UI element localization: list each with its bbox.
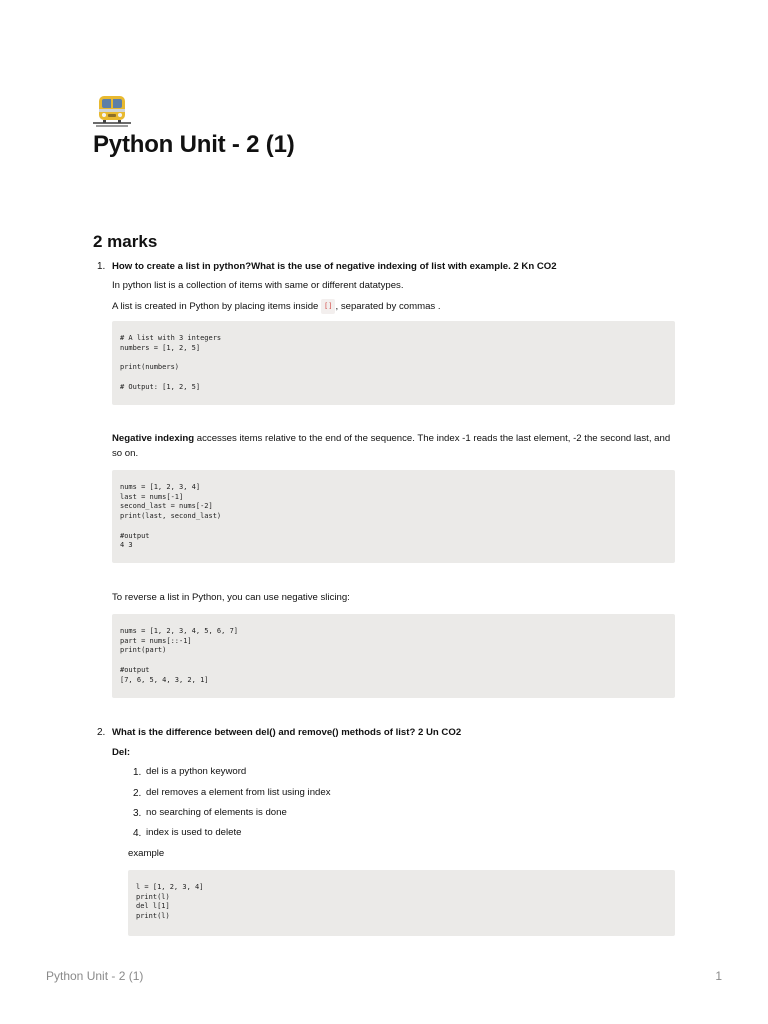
question-number: 1. bbox=[97, 261, 106, 272]
question-2: What is the difference between del() and remove() methods of list? 2 Un CO2 bbox=[112, 727, 462, 738]
code-block-del-example: l = [1, 2, 3, 4] print(l) del l[1] print(l) bbox=[128, 870, 675, 936]
example-label: example bbox=[128, 848, 165, 859]
page-title: Python Unit - 2 (1) bbox=[93, 131, 295, 158]
del-heading: Del: bbox=[112, 747, 131, 758]
list-item: del removes a element from list using index bbox=[146, 787, 331, 798]
list-item-number: 4. bbox=[133, 828, 142, 839]
list-item-number: 1. bbox=[133, 767, 142, 778]
section-heading: 2 marks bbox=[93, 232, 158, 251]
paragraph-reverse-list: To reverse a list in Python, you can use negative slicing: bbox=[112, 592, 350, 603]
list-item-number: 3. bbox=[133, 808, 142, 819]
code-block-negative-index: nums = [1, 2, 3, 4] last = nums[-1] second_last = nums[-2] print(last, second_last) #output 4 3 bbox=[112, 470, 675, 563]
code-block-reverse-list: nums = [1, 2, 3, 4, 5, 6, 7] part = nums[::-1] print(part) #output [7, 6, 5, 4, 3, 2, 1] bbox=[112, 614, 675, 698]
question-number: 2. bbox=[97, 727, 106, 738]
question-1: How to create a list in python?What is the use of negative indexing of list with example. 2 Kn CO2 bbox=[112, 261, 557, 272]
code-block-create-list: # A list with 3 integers numbers = [1, 2, 5] print(numbers) # Output: [1, 2, 5] bbox=[112, 321, 675, 405]
list-item: del is a python keyword bbox=[146, 766, 247, 777]
list-item-number: 2. bbox=[133, 788, 142, 799]
paragraph-list-creation: A list is created in Python by placing items inside [] , separated by commas . bbox=[112, 301, 441, 312]
paragraph-list-definition: In python list is a collection of items with same or different datatypes. bbox=[112, 280, 404, 291]
paragraph-negative-indexing: Negative indexing accesses items relative to the end of the sequence. The index -1 reads the last element, -2 the second last, and so on. bbox=[112, 433, 671, 459]
list-item: no searching of elements is done bbox=[146, 807, 287, 818]
train-icon bbox=[93, 94, 131, 128]
page-number: 1 bbox=[715, 969, 722, 983]
footer-title: Python Unit - 2 (1) bbox=[46, 969, 144, 983]
list-item: index is used to delete bbox=[146, 827, 242, 838]
inline-code-brackets: [] bbox=[321, 299, 335, 314]
